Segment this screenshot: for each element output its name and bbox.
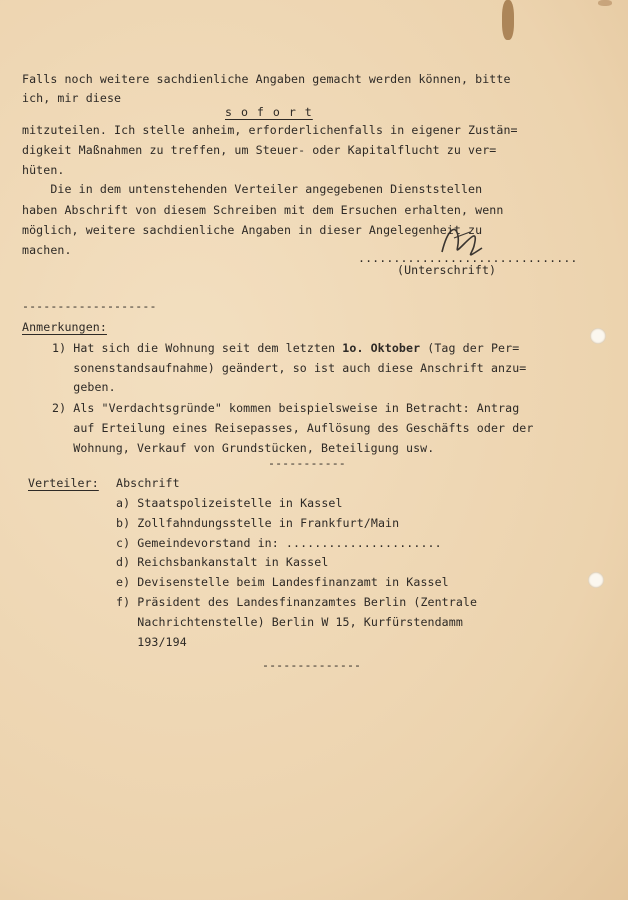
signature-dots: ............................... xyxy=(358,251,578,265)
remark-2-line3: Wohnung, Verkauf von Grundstücken, Beteiligung usw. xyxy=(52,441,435,455)
distribution-item-f-line3: 193/194 xyxy=(116,635,187,649)
remark-1-text-b: (Tag der Per= xyxy=(420,341,520,355)
paragraph2-line1: Die in dem untenstehenden Verteiler angegebenen Dienststellen xyxy=(22,182,483,196)
distribution-item-b: b) Zollfahndungsstelle in Frankfurt/Main xyxy=(116,516,400,530)
distribution-item-f-line2: Nachrichtenstelle) Berlin W 15, Kurfürstendamm xyxy=(116,615,463,629)
punch-hole-upper xyxy=(590,328,606,344)
remark-1-date: 1o. Oktober xyxy=(342,341,421,355)
remark-2-line1: 2) Als "Verdachtsgründe" kommen beispielsweise in Betracht: Antrag xyxy=(52,401,520,415)
distribution-item-d: d) Reichsbankanstalt in Kassel xyxy=(116,555,329,569)
distribution-item-a: a) Staatspolizeistelle in Kassel xyxy=(116,496,343,510)
punch-hole-lower xyxy=(588,572,604,588)
paragraph1-line5: hüten. xyxy=(22,163,65,177)
paragraph1-line3: mitzuteilen. Ich stelle anheim, erforderlichenfalls in eigener Zustän= xyxy=(22,123,518,137)
distribution-heading: Verteiler: xyxy=(28,476,99,490)
signature-label: (Unterschrift) xyxy=(397,263,497,277)
remark-1-line1 xyxy=(52,341,519,355)
paper-stain xyxy=(502,0,514,40)
separator-mid: ----------- xyxy=(268,456,346,470)
remark-1-line2: sonenstandsaufnahme) geändert, so ist auch diese Anschrift anzu= xyxy=(52,361,527,375)
distribution-item-f-line1: f) Präsident des Landesfinanzamtes Berlin (Zentrale xyxy=(116,595,478,609)
remark-1-text-a: 1) Hat sich die Wohnung seit dem letzten xyxy=(52,341,343,355)
paragraph2-line3: möglich, weitere sachdienliche Angaben in dieser Angelegenheit zu xyxy=(22,223,483,237)
remarks-heading: Anmerkungen: xyxy=(22,320,107,334)
remark-2-line2: auf Erteilung eines Reisepasses, Auflösung des Geschäfts oder der xyxy=(52,421,534,435)
emphasis-sofort: s o f o r t xyxy=(225,105,313,119)
distribution-item-e: e) Devisenstelle beim Landesfinanzamt in Kassel xyxy=(116,575,449,589)
distribution-subheading: Abschrift xyxy=(116,476,180,490)
distribution-item-c: c) Gemeindevorstand in: ...................... xyxy=(116,536,442,550)
paragraph2-line4: machen. xyxy=(22,243,72,257)
paragraph2-line2: haben Abschrift von diesem Schreiben mit dem Ersuchen erhalten, wenn xyxy=(22,203,504,217)
remark-1-line3: geben. xyxy=(52,380,116,394)
paragraph1-line2: ich, mir diese xyxy=(22,91,122,105)
paper-stain-small xyxy=(598,0,612,6)
separator-short: ------------------- xyxy=(22,299,157,313)
paragraph1-line4: digkeit Maßnahmen zu treffen, um Steuer- oder Kapitalflucht zu ver= xyxy=(22,143,497,157)
separator-end: -------------- xyxy=(262,658,362,672)
paragraph1-line1: Falls noch weitere sachdienliche Angaben gemacht werden können, bitte xyxy=(22,72,511,86)
